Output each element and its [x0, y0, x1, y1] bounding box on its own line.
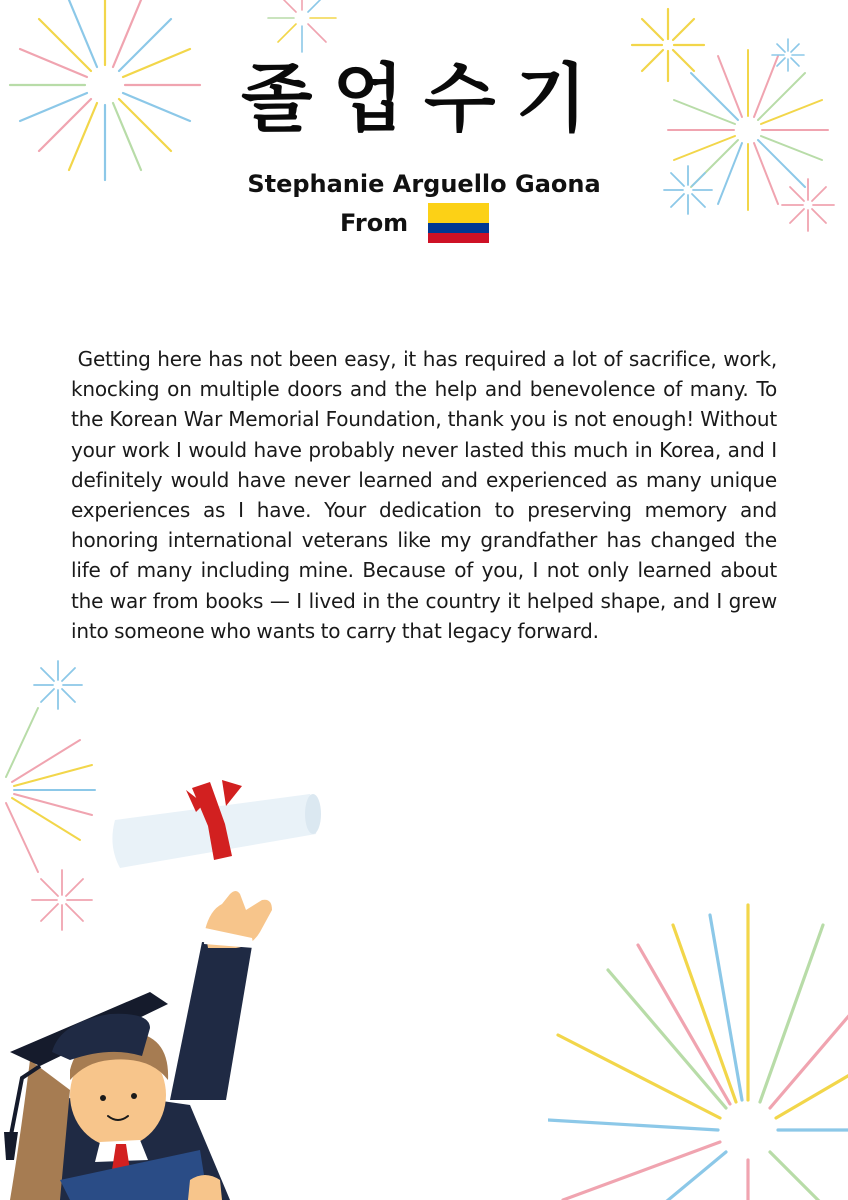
flag-blue-band [428, 223, 489, 233]
colombia-flag-icon [428, 203, 489, 243]
fireworks-icon [262, 0, 342, 58]
diploma-icon [112, 780, 321, 868]
author-name: Stephanie Arguello Gaona [247, 170, 601, 198]
fireworks-icon [548, 900, 848, 1200]
page-title: 졸업수기 [241, 56, 607, 142]
flag-yellow-band [428, 203, 489, 223]
origin-row [340, 202, 489, 244]
essay-paragraph: Getting here has not been easy, it has required a lot of sacrifice, work, knocking on multiple doors and the help and benevolence of many. To the Korean War Memorial Foundation, thank you is not enough! Without your work I would have probably never lasted this much in Korea, and I definitely would have never learned and experienced as many unique experiences as I have. Your dedication to preserving memory and honoring international veterans like my grandfather has changed the life of many including mine. Because of you, I not only learned about the war from books — I lived in the country it helped shape, and I grew into someone who wants to carry that legacy forward. [71, 347, 777, 643]
from-label: From [340, 209, 409, 237]
flag-red-band [428, 233, 489, 243]
graduate-illustration-icon [0, 760, 340, 1200]
